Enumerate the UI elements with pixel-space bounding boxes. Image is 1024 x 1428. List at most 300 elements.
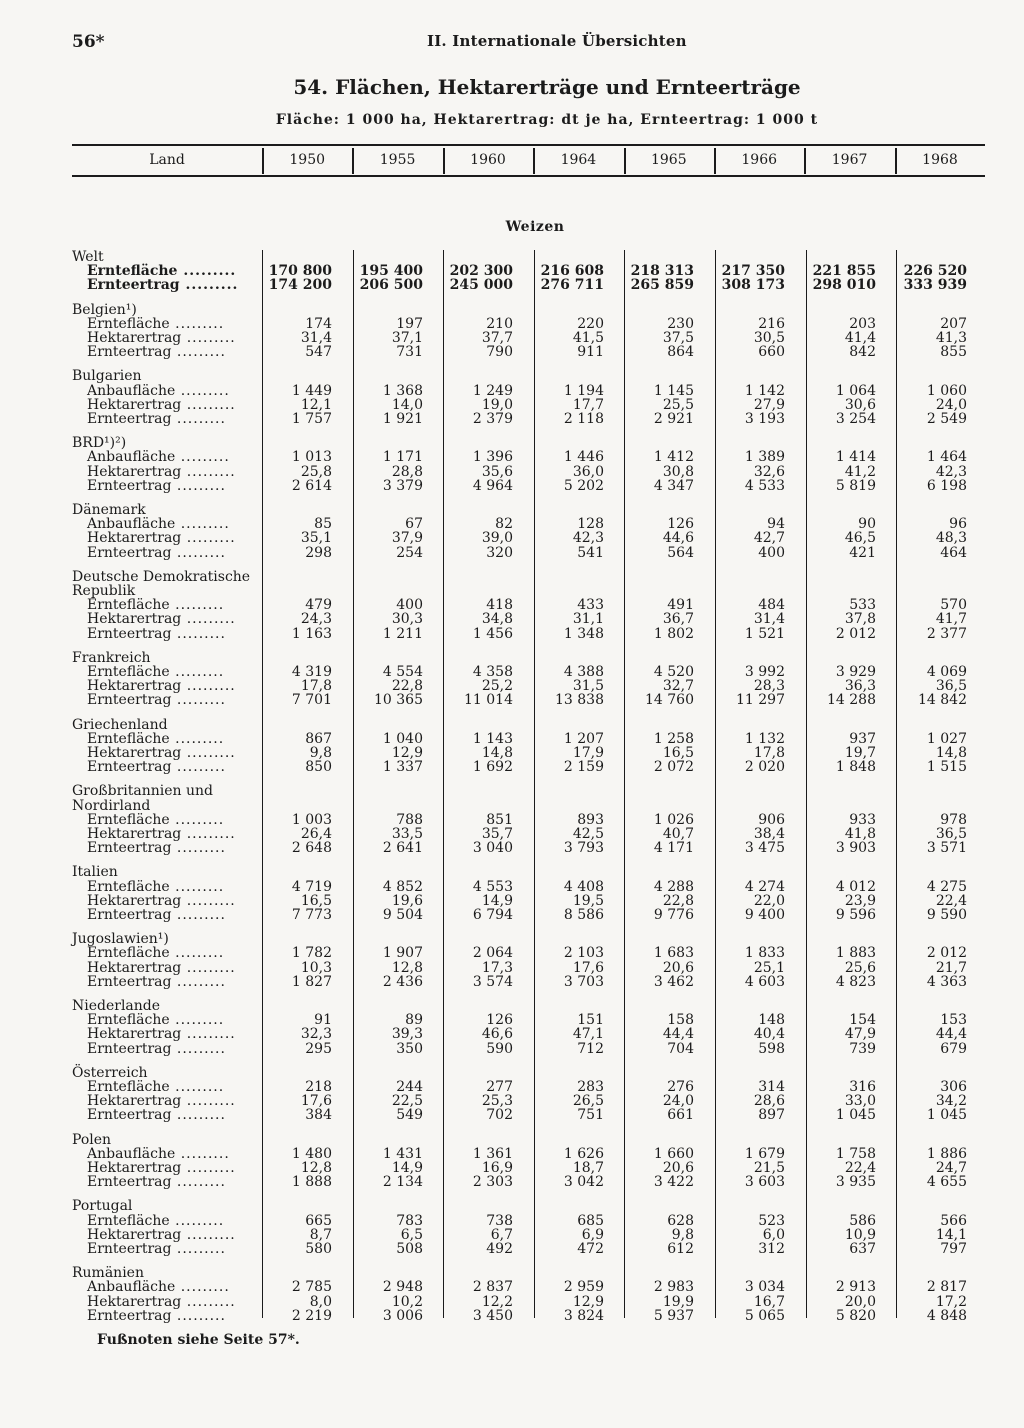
country-name: Rumänien [72, 1265, 144, 1282]
table-cell: 22,4 [844, 1160, 876, 1176]
leader-dots: ......... [169, 878, 225, 895]
row-label [87, 665, 224, 679]
row-label-text: Anbaufläche [87, 1279, 176, 1296]
table-cell: 41,8 [844, 826, 876, 842]
table-cell: 46,6 [481, 1026, 513, 1043]
table-cell: 1 258 [653, 730, 694, 747]
table-cell: 19,7 [844, 745, 876, 761]
row-label [87, 384, 230, 398]
table-cell: 17,9 [572, 745, 604, 761]
table-cell: 30,3 [391, 611, 423, 628]
table-cell: 738 [486, 1212, 513, 1229]
table-cell: 855 [940, 344, 967, 361]
table-cell: 464 [940, 544, 967, 561]
table-cell: 3 992 [744, 664, 785, 680]
table-cell: 17,8 [300, 678, 332, 695]
table-cell: 1 907 [382, 945, 423, 962]
table-cell: 23,9 [844, 892, 876, 909]
row-label [87, 1175, 226, 1189]
table-cell: 19,9 [662, 1293, 694, 1310]
row-label-text: Erntefläche [87, 1012, 170, 1029]
row-label [87, 317, 224, 331]
table-cell: 1 132 [744, 730, 785, 747]
table-cell: 31,5 [572, 678, 604, 695]
table-cell: 1 348 [563, 625, 604, 642]
table-cell: 4 408 [563, 878, 604, 895]
table-cell: 3 574 [472, 973, 513, 990]
row-label-text: Hektarertrag [87, 745, 182, 761]
table-cell: 12,8 [391, 959, 423, 976]
table-cell: 1 026 [653, 811, 694, 828]
table-cell: 33,5 [391, 826, 423, 842]
table-cell: 4 388 [563, 664, 604, 680]
table-cell: 14,1 [935, 1226, 967, 1243]
table-cell: 46,5 [844, 530, 876, 547]
table-cell: 4 823 [835, 973, 876, 990]
leader-dots: ......... [169, 1079, 225, 1095]
leader-dots: ......... [171, 1307, 226, 1324]
table-cell: 4 553 [472, 878, 513, 895]
country-name: Dänemark [72, 502, 146, 518]
row-label-text: Ernteertrag [87, 840, 172, 857]
table-cell: 44,4 [935, 1026, 967, 1043]
table-cell: 82 [495, 516, 513, 533]
table-cell: 8 586 [563, 907, 604, 923]
table-cell: 91 [314, 1012, 332, 1029]
table-cell: 67 [405, 516, 423, 533]
table-cell: 30,8 [662, 463, 694, 480]
row-label [87, 627, 226, 641]
leader-dots: ......... [171, 625, 226, 642]
table-cell: 508 [396, 1241, 423, 1257]
table-cell: 1 143 [472, 730, 513, 747]
table-cell: 628 [667, 1212, 694, 1229]
table-cell: 17,8 [753, 745, 785, 761]
country-name: Portugal [72, 1198, 133, 1215]
row-label-text: Hektarertrag [87, 826, 182, 842]
table-cell: 14,8 [481, 745, 513, 761]
row-label-text: Hektarertrag [87, 1093, 182, 1110]
table-cell: 2 159 [563, 759, 604, 776]
running-head: II. Internationale Übersichten [427, 32, 687, 50]
table-cell: 22,8 [391, 678, 423, 695]
table-cell: 202 300 [449, 263, 513, 280]
country-name: Großbritannien und [72, 783, 214, 800]
table-cell: 3 824 [563, 1307, 604, 1324]
leader-dots: ......... [181, 396, 236, 413]
table-cell: 1 480 [291, 1145, 332, 1162]
country-name: Welt [72, 249, 104, 265]
year-column-header: 1967 [831, 152, 868, 168]
year-column-header: 1950 [289, 152, 326, 168]
table-cell: 14,9 [391, 1160, 423, 1176]
table-cell: 1 848 [835, 759, 876, 776]
table-cell: 850 [305, 759, 332, 776]
leader-dots: ......... [177, 263, 237, 280]
table-cell: 4 520 [653, 664, 694, 680]
table-cell: 320 [486, 544, 513, 561]
leader-dots: ......... [175, 1279, 230, 1296]
table-cell: 433 [577, 597, 604, 614]
table-cell: 174 200 [268, 277, 332, 294]
table-cell: 739 [849, 1040, 876, 1057]
table-cell: 153 [940, 1012, 967, 1029]
table-cell: 1 211 [382, 625, 423, 642]
table-cell: 32,6 [753, 463, 785, 480]
row-label [87, 908, 226, 922]
row-label-text: Erntefläche [87, 315, 170, 332]
table-cell: 1 337 [382, 759, 423, 776]
table-cell: 27,9 [753, 396, 785, 413]
table-cell: 42,3 [572, 530, 604, 547]
table-cell: 17,6 [572, 959, 604, 976]
table-cell: 4 964 [472, 477, 513, 494]
table-cell: 39,0 [481, 530, 513, 547]
table-cell: 4 274 [744, 878, 785, 895]
row-label [87, 1108, 226, 1122]
table-cell: 39,3 [391, 1026, 423, 1043]
table-cell: 4 363 [926, 973, 967, 990]
table-cell: 2 837 [472, 1279, 513, 1296]
table-cell: 48,3 [935, 530, 967, 547]
table-cell: 41,5 [572, 330, 604, 346]
country-name: Griechenland [72, 716, 168, 733]
table-cell: 19,0 [481, 396, 513, 413]
table-cell: 566 [940, 1212, 967, 1229]
country-name: Belgien¹) [72, 301, 137, 318]
row-label-text: Hektarertrag [87, 1293, 182, 1310]
table-cell: 245 000 [449, 277, 513, 294]
table-cell: 174 [305, 315, 332, 332]
table-cell: 897 [758, 1107, 785, 1124]
leader-dots: ......... [169, 1212, 225, 1229]
table-cell: 277 [486, 1079, 513, 1095]
table-cell: 276 711 [540, 277, 604, 294]
table-cell: 220 [577, 315, 604, 332]
table-cell: 418 [486, 597, 513, 614]
table-cell: 17,3 [481, 959, 513, 976]
row-label-text: Erntefläche [87, 1079, 170, 1095]
table-cell: 541 [577, 544, 604, 561]
table-cell: 12,8 [300, 1160, 332, 1176]
table-cell: 1 414 [835, 449, 876, 466]
row-label [87, 946, 224, 960]
row-label [87, 1242, 226, 1256]
row-label-text: Hektarertrag [87, 1160, 182, 1176]
table-cell: 1 802 [653, 625, 694, 642]
table-cell: 3 475 [744, 840, 785, 857]
table-cell: 2 379 [472, 411, 513, 427]
table-cell: 19,5 [572, 892, 604, 909]
table-cell: 1 060 [926, 382, 967, 399]
table-cell: 492 [486, 1241, 513, 1257]
table-cell: 16,7 [753, 1293, 785, 1310]
row-label [87, 693, 226, 707]
table-cell: 1 431 [382, 1145, 423, 1162]
table-cell: 226 520 [903, 263, 967, 280]
table-cell: 4 275 [926, 878, 967, 895]
row-label [87, 813, 224, 827]
table-cell: 5 202 [563, 477, 604, 494]
leader-dots: ......... [181, 611, 236, 628]
row-label-text: Ernteertrag [87, 477, 172, 494]
table-cell: 2 614 [291, 477, 332, 494]
table-cell: 35,1 [300, 530, 332, 547]
table-cell: 3 034 [744, 1279, 785, 1296]
table-cell: 26,4 [300, 826, 332, 842]
table-cell: 17,2 [935, 1293, 967, 1310]
year-column-header: 1964 [560, 152, 597, 168]
table-cell: 276 [667, 1079, 694, 1095]
table-header-row [72, 148, 985, 172]
row-label [87, 1027, 236, 1041]
table-top-rule [72, 144, 985, 146]
table-cell: 24,0 [935, 396, 967, 413]
row-label-text: Erntefläche [87, 945, 170, 962]
table-cell: 230 [667, 315, 694, 332]
table-cell: 3 603 [744, 1174, 785, 1191]
table-cell: 35,6 [481, 463, 513, 480]
table-cell: 42,3 [935, 463, 967, 480]
row-label [87, 732, 224, 746]
table-cell: 1 883 [835, 945, 876, 962]
leader-dots: ......... [181, 959, 236, 976]
table-cell: 36,5 [935, 826, 967, 842]
table-cell: 12,2 [481, 1293, 513, 1310]
table-cell: 206 500 [359, 277, 423, 294]
table-cell: 44,6 [662, 530, 694, 547]
row-label-text: Ernteertrag [87, 277, 180, 294]
table-cell: 1 163 [291, 625, 332, 642]
row-label-text: Ernteertrag [87, 1107, 172, 1124]
table-cell: 2 817 [926, 1279, 967, 1296]
table-cell: 14,8 [935, 745, 967, 761]
row-label-text: Ernteertrag [87, 411, 172, 427]
table-cell: 1 456 [472, 625, 513, 642]
table-cell: 126 [667, 516, 694, 533]
table-cell: 94 [767, 516, 785, 533]
leader-dots: ......... [169, 664, 225, 680]
table-cell: 937 [849, 730, 876, 747]
table-cell: 20,6 [662, 1160, 694, 1176]
table-cell: 38,4 [753, 826, 785, 842]
table-cell: 306 [940, 1079, 967, 1095]
table-cell: 3 571 [926, 840, 967, 857]
table-cell: 154 [849, 1012, 876, 1029]
table-cell: 580 [305, 1241, 332, 1257]
table-cell: 4 319 [291, 664, 332, 680]
row-label [87, 827, 236, 841]
table-cell: 4 533 [744, 477, 785, 494]
table-cell: 1 626 [563, 1145, 604, 1162]
table-cell: 40,7 [662, 826, 694, 842]
table-cell: 35,7 [481, 826, 513, 842]
row-label [87, 760, 226, 774]
table-cell: 3 462 [653, 973, 694, 990]
table-cell: 28,8 [391, 463, 423, 480]
row-label [87, 1214, 224, 1228]
row-label [87, 278, 238, 292]
table-cell: 6,7 [490, 1226, 513, 1243]
row-label-text: Ernteertrag [87, 759, 172, 776]
table-cell: 4 288 [653, 878, 694, 895]
table-cell: 34,8 [481, 611, 513, 628]
leader-dots: ......... [181, 530, 236, 547]
table-cell: 314 [758, 1079, 785, 1095]
table-cell: 1 045 [926, 1107, 967, 1124]
table-cell: 2 785 [291, 1279, 332, 1296]
table-cell: 3 929 [835, 664, 876, 680]
table-cell: 1 692 [472, 759, 513, 776]
table-cell: 312 [758, 1241, 785, 1257]
table-cell: 30,6 [844, 396, 876, 413]
country-name-continued: Nordirland [72, 797, 151, 814]
table-cell: 2 219 [291, 1307, 332, 1324]
table-cell: 2 921 [653, 411, 694, 427]
leader-dots: ......... [179, 277, 239, 294]
table-cell: 1 757 [291, 411, 332, 427]
table-cell: 8,7 [309, 1226, 332, 1243]
table-cell: 2 549 [926, 411, 967, 427]
row-label [87, 1295, 236, 1309]
table-cell: 12,9 [391, 745, 423, 761]
table-cell: 586 [849, 1212, 876, 1229]
row-label-text: Ernteertrag [87, 973, 172, 990]
leader-dots: ......... [169, 1012, 225, 1029]
table-cell: 479 [305, 597, 332, 614]
table-cell: 216 [758, 315, 785, 332]
table-cell: 6 794 [472, 907, 513, 923]
table-cell: 37,7 [481, 330, 513, 346]
row-label-text: Ernteertrag [87, 1307, 172, 1324]
table-cell: 36,5 [935, 678, 967, 695]
row-label-text: Anbaufläche [87, 516, 176, 533]
leader-dots: ......... [181, 745, 236, 761]
row-label [87, 1161, 236, 1175]
row-label [87, 1280, 230, 1294]
leader-dots: ......... [175, 449, 230, 466]
table-cell: 216 608 [540, 263, 604, 280]
table-cell: 37,8 [844, 611, 876, 628]
table-cell: 21,5 [753, 1160, 785, 1176]
table-cell: 37,9 [391, 530, 423, 547]
row-label [87, 841, 226, 855]
row-label [87, 517, 230, 531]
table-cell: 797 [940, 1241, 967, 1257]
table-cell: 1 833 [744, 945, 785, 962]
table-cell: 44,4 [662, 1026, 694, 1043]
table-cell: 1 827 [291, 973, 332, 990]
table-cell: 1 064 [835, 382, 876, 399]
table-cell: 1 758 [835, 1145, 876, 1162]
row-label [87, 412, 226, 426]
table-cell: 28,3 [753, 678, 785, 695]
leader-dots: ......... [171, 1241, 226, 1257]
table-cell: 685 [577, 1212, 604, 1229]
table-cell: 47,9 [844, 1026, 876, 1043]
table-cell: 25,6 [844, 959, 876, 976]
table-cell: 2 020 [744, 759, 785, 776]
table-cell: 333 939 [903, 277, 967, 294]
table-cell: 1 515 [926, 759, 967, 776]
leader-dots: ......... [171, 344, 226, 361]
table-cell: 7 773 [291, 907, 332, 923]
row-label [87, 880, 224, 894]
row-label-text: Hektarertrag [87, 959, 182, 976]
table-cell: 2 648 [291, 840, 332, 857]
row-label-text: Ernteertrag [87, 344, 172, 361]
table-cell: 221 855 [812, 263, 876, 280]
table-cell: 6,5 [400, 1226, 423, 1243]
table-cell: 751 [577, 1107, 604, 1124]
table-cell: 1 389 [744, 449, 785, 466]
page-subtitle: Fläche: 1 000 ha, Hektarertrag: dt je ha, Ernteertrag: 1 000 t [275, 112, 819, 128]
row-label-text: Ernteertrag [87, 1174, 172, 1191]
table-cell: 25,5 [662, 396, 694, 413]
table-cell: 661 [667, 1107, 694, 1124]
table-cell: 702 [486, 1107, 513, 1124]
row-label-text: Ernteertrag [87, 907, 172, 923]
table-cell: 1 396 [472, 449, 513, 466]
row-label [87, 1228, 236, 1242]
table-cell: 2 377 [926, 625, 967, 642]
row-label-text: Anbaufläche [87, 382, 176, 399]
table-cell: 16,5 [300, 892, 332, 909]
table-cell: 1 412 [653, 449, 694, 466]
table-cell: 679 [940, 1040, 967, 1057]
table-cell: 7 701 [291, 692, 332, 709]
leader-dots: ......... [175, 516, 230, 533]
table-cell: 851 [486, 811, 513, 828]
table-cell: 11 297 [736, 692, 785, 709]
country-name-continued: Republik [72, 583, 136, 599]
table-cell: 2 303 [472, 1174, 513, 1191]
row-label-text: Hektarertrag [87, 330, 182, 346]
table-cell: 400 [396, 597, 423, 614]
table-cell: 4 655 [926, 1174, 967, 1191]
table-cell: 4 848 [926, 1307, 967, 1324]
table-cell: 197 [396, 315, 423, 332]
table-cell: 37,1 [391, 330, 423, 346]
table-cell: 491 [667, 597, 694, 614]
table-cell: 22,8 [662, 892, 694, 909]
table-cell: 704 [667, 1040, 694, 1057]
row-label [87, 1080, 224, 1094]
row-label [87, 598, 224, 612]
table-cell: 637 [849, 1241, 876, 1257]
country-name: Polen [72, 1131, 112, 1148]
leader-dots: ......... [171, 973, 226, 990]
row-label-text: Erntefläche [87, 664, 170, 680]
table-cell: 12,9 [572, 1293, 604, 1310]
table-cell: 151 [577, 1012, 604, 1029]
table-cell: 41,4 [844, 330, 876, 346]
row-label [87, 450, 230, 464]
table-cell: 244 [396, 1079, 423, 1095]
leader-dots: ......... [181, 892, 236, 909]
table-cell: 4 358 [472, 664, 513, 680]
table-cell: 41,3 [935, 330, 967, 346]
row-label-text: Erntefläche [87, 1212, 170, 1229]
table-cell: 564 [667, 544, 694, 561]
row-label [87, 679, 236, 693]
table-cell: 96 [949, 516, 967, 533]
table-cell: 14 760 [645, 692, 694, 709]
table-cell: 9 504 [382, 907, 423, 923]
table-cell: 5 065 [744, 1307, 785, 1324]
table-cell: 13 838 [555, 692, 604, 709]
leader-dots: ......... [171, 411, 226, 427]
